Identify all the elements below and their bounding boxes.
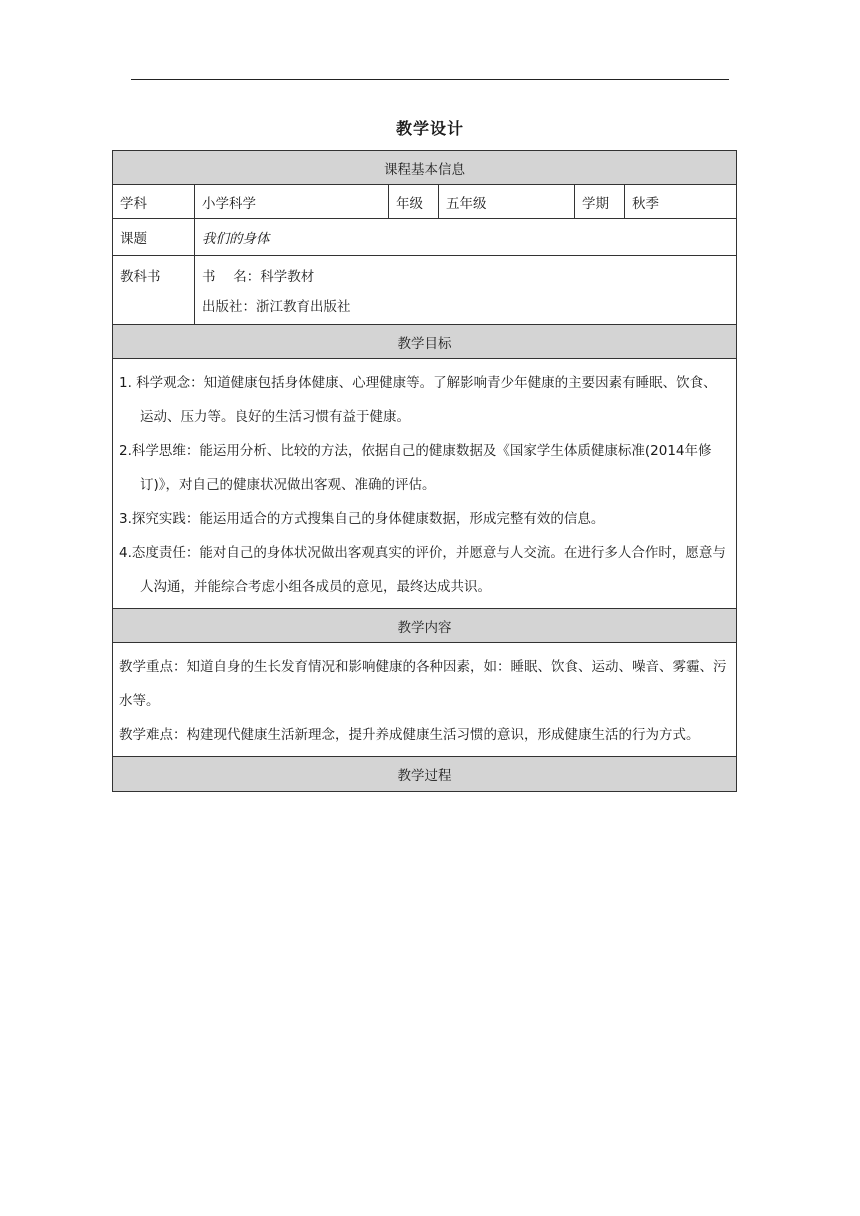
objective-item: 3.探究实践：能运用适合的方式搜集自己的身体健康数据，形成完整有效的信息。 bbox=[119, 511, 605, 527]
topic-row bbox=[113, 219, 736, 256]
process-header bbox=[113, 757, 736, 791]
subject-value: 小学科学 bbox=[195, 185, 389, 218]
textbook-publisher-line: 出版社：浙江教育出版社 bbox=[202, 298, 351, 315]
content-body bbox=[113, 643, 736, 757]
objective-item: 1. 科学观念：知道健康包括身体健康、心理健康等。了解影响青少年健康的主要因素有睡眠、饮食、运动、压力等。良好的生活习惯有益于健康。 bbox=[119, 375, 717, 425]
basic-info-row bbox=[113, 185, 736, 219]
objective-item: 2.科学思维：能运用分析、比较的方法，依据自己的健康数据及《国家学生体质健康标准(2014年修订)》，对自己的健康状况做出客观、准确的评估。 bbox=[119, 443, 712, 493]
key-point: 教学重点：知道自身的生长发育情况和影响健康的各种因素，如：睡眠、饮食、运动、噪音、雾霾、污水等。 bbox=[119, 659, 727, 709]
lesson-plan-table bbox=[112, 150, 737, 792]
basic-info-header bbox=[113, 151, 736, 185]
process-header-label: 教学过程 bbox=[397, 768, 452, 784]
subject-label: 学科 bbox=[113, 185, 195, 218]
document-title: 教学设计 bbox=[395, 119, 464, 138]
objective-item: 4.态度责任：能对自己的身体状况做出客观真实的评价，并愿意与人交流。在进行多人合作时，愿意与人沟通，并能综合考虑小组各成员的意见，最终达成共识。 bbox=[119, 545, 726, 595]
objectives-list bbox=[113, 359, 736, 608]
textbook-label: 教科书 bbox=[113, 256, 195, 324]
objectives-header-label: 教学目标 bbox=[397, 335, 452, 352]
content-header bbox=[113, 609, 736, 643]
grade-label: 年级 bbox=[389, 185, 439, 218]
term-label: 学期 bbox=[575, 185, 625, 218]
topic-value: 我们的身体 bbox=[202, 231, 270, 247]
basic-info-header-label: 课程基本信息 bbox=[384, 161, 465, 178]
objectives-header bbox=[113, 325, 736, 359]
difficult-point: 教学难点：构建现代健康生活新理念，提升养成健康生活习惯的意识，形成健康生活的行为方式。 bbox=[119, 727, 700, 743]
header-rule bbox=[131, 79, 729, 80]
textbook-details bbox=[195, 256, 736, 324]
textbook-name-line: 书 名：科学教材 bbox=[202, 269, 315, 285]
topic-label: 课题 bbox=[113, 219, 195, 255]
term-value: 秋季 bbox=[632, 195, 659, 212]
objectives-body bbox=[113, 359, 736, 609]
content-header-label: 教学内容 bbox=[397, 619, 452, 636]
textbook-row bbox=[113, 256, 736, 325]
content-list bbox=[113, 643, 736, 756]
grade-value: 五年级 bbox=[439, 185, 575, 218]
